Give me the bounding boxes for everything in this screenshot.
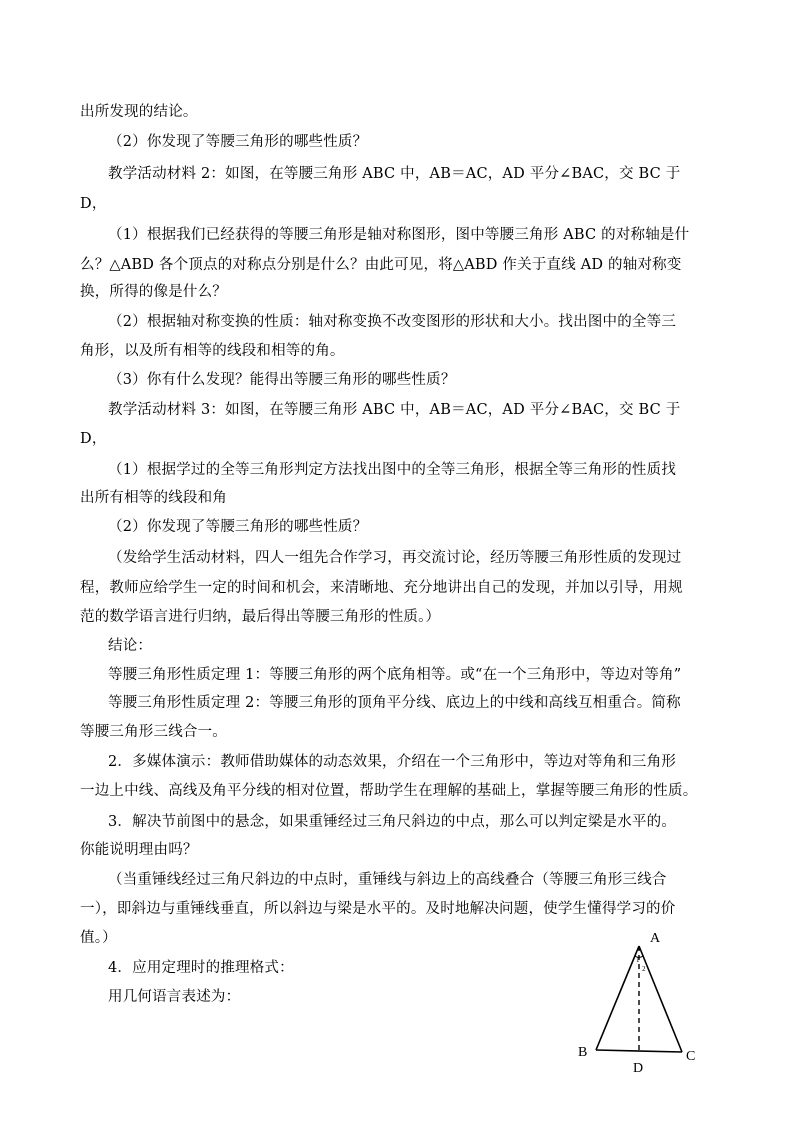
text-line: （2）你发现了等腰三角形的哪些性质？ <box>108 519 368 535</box>
text-line: 4．应用定理时的推理格式： <box>108 960 294 976</box>
text-line: 教学活动材料 3：如图，在等腰三角形 ABC 中，AB＝AC，AD 平分∠BAC，交 BC 于 <box>108 402 681 418</box>
isosceles-triangle-figure <box>570 920 710 1080</box>
side-ac <box>639 946 682 1052</box>
text-line: （3）你有什么发现？能得出等腰三角形的哪些性质？ <box>108 372 456 388</box>
text-line: 范的数学语言进行归纳，最后得出等腰三角形的性质。） <box>80 609 441 625</box>
text-line: 换，所得的像是什么？ <box>80 284 227 300</box>
text-line: 你能说明理由吗？ <box>80 842 198 858</box>
text-line: 教学活动材料 2：如图，在等腰三角形 ABC 中，AB＝AC，AD 平分∠BAC，交 BC 于 <box>108 166 681 182</box>
text-line: D， <box>80 431 107 447</box>
text-line: 结论： <box>108 638 153 654</box>
text-line: （2）根据轴对称变换的性质：轴对称变换不改变图形的形状和大小。找出图中的全等三 <box>108 314 677 330</box>
text-line: 值。） <box>80 930 117 946</box>
vertex-label-b: B <box>578 1045 588 1060</box>
text-line: 2．多媒体演示：教师借助媒体的动态效果，介绍在一个三角形中，等边对等角和三角形 <box>108 754 677 770</box>
text-line: 用几何语言表述为： <box>108 989 241 1005</box>
text-line: 等腰三角形性质定理 1：等腰三角形的两个底角相等。或“在一个三角形中，等边对等角” <box>108 667 682 683</box>
text-line: 等腰三角形性质定理 2：等腰三角形的顶角平分线、底边上的中线和高线互相重合。简称 <box>108 695 681 711</box>
text-line: 出所有相等的线段和角 <box>80 490 227 506</box>
text-line: 一），即斜边与重锤线垂直，所以斜边与梁是水平的。及时地解决问题，使学生懂得学习的价 <box>80 901 676 917</box>
text-line: 3．解决节前图中的悬念，如果重锤经过三角尺斜边的中点，那么可以判定梁是水平的。 <box>108 814 677 830</box>
text-line: （2）你发现了等腰三角形的哪些性质？ <box>108 134 368 150</box>
vertex-label-a: A <box>650 931 661 946</box>
text-line: 一边上中线、高线及角平分线的相对位置，帮助学生在理解的基础上，掌握等腰三角形的性质。 <box>80 783 698 799</box>
text-line: D， <box>80 196 107 212</box>
text-line: 角形，以及所有相等的线段和相等的角。 <box>80 343 345 359</box>
angle-label-2: 2 <box>642 965 646 973</box>
text-line: （1）根据学过的全等三角形判定方法找出图中的全等三角形，根据全等三角形的性质找 <box>108 462 677 478</box>
text-line: 等腰三角形三线合一。 <box>80 724 227 740</box>
angle-label-1: 1 <box>636 956 640 964</box>
text-line: （发给学生活动材料，四人一组先合作学习，再交流讨论，经历等腰三角形性质的发现过 <box>108 550 682 566</box>
text-line: 程，教师应给学生一定的时间和机会，来清晰地、充分地讲出自己的发现，并加以引导，用规 <box>80 580 683 596</box>
text-line: （当重锤线经过三角尺斜边的中点时，重锤线与斜边上的高线叠合（等腰三角形三线合 <box>108 872 667 888</box>
text-line: 么？△ABD 各个顶点的对称点分别是什么？由此可见，将△ABD 作关于直线 AD 的轴对称变 <box>80 257 682 273</box>
text-line: 出所发现的结论。 <box>80 104 198 120</box>
side-ab <box>596 946 639 1050</box>
point-label-d: D <box>633 1061 644 1076</box>
vertex-label-c: C <box>686 1049 696 1064</box>
text-line: （1）根据我们已经获得的等腰三角形是轴对称图形，图中等腰三角形 ABC 的对称轴是什 <box>108 227 690 243</box>
